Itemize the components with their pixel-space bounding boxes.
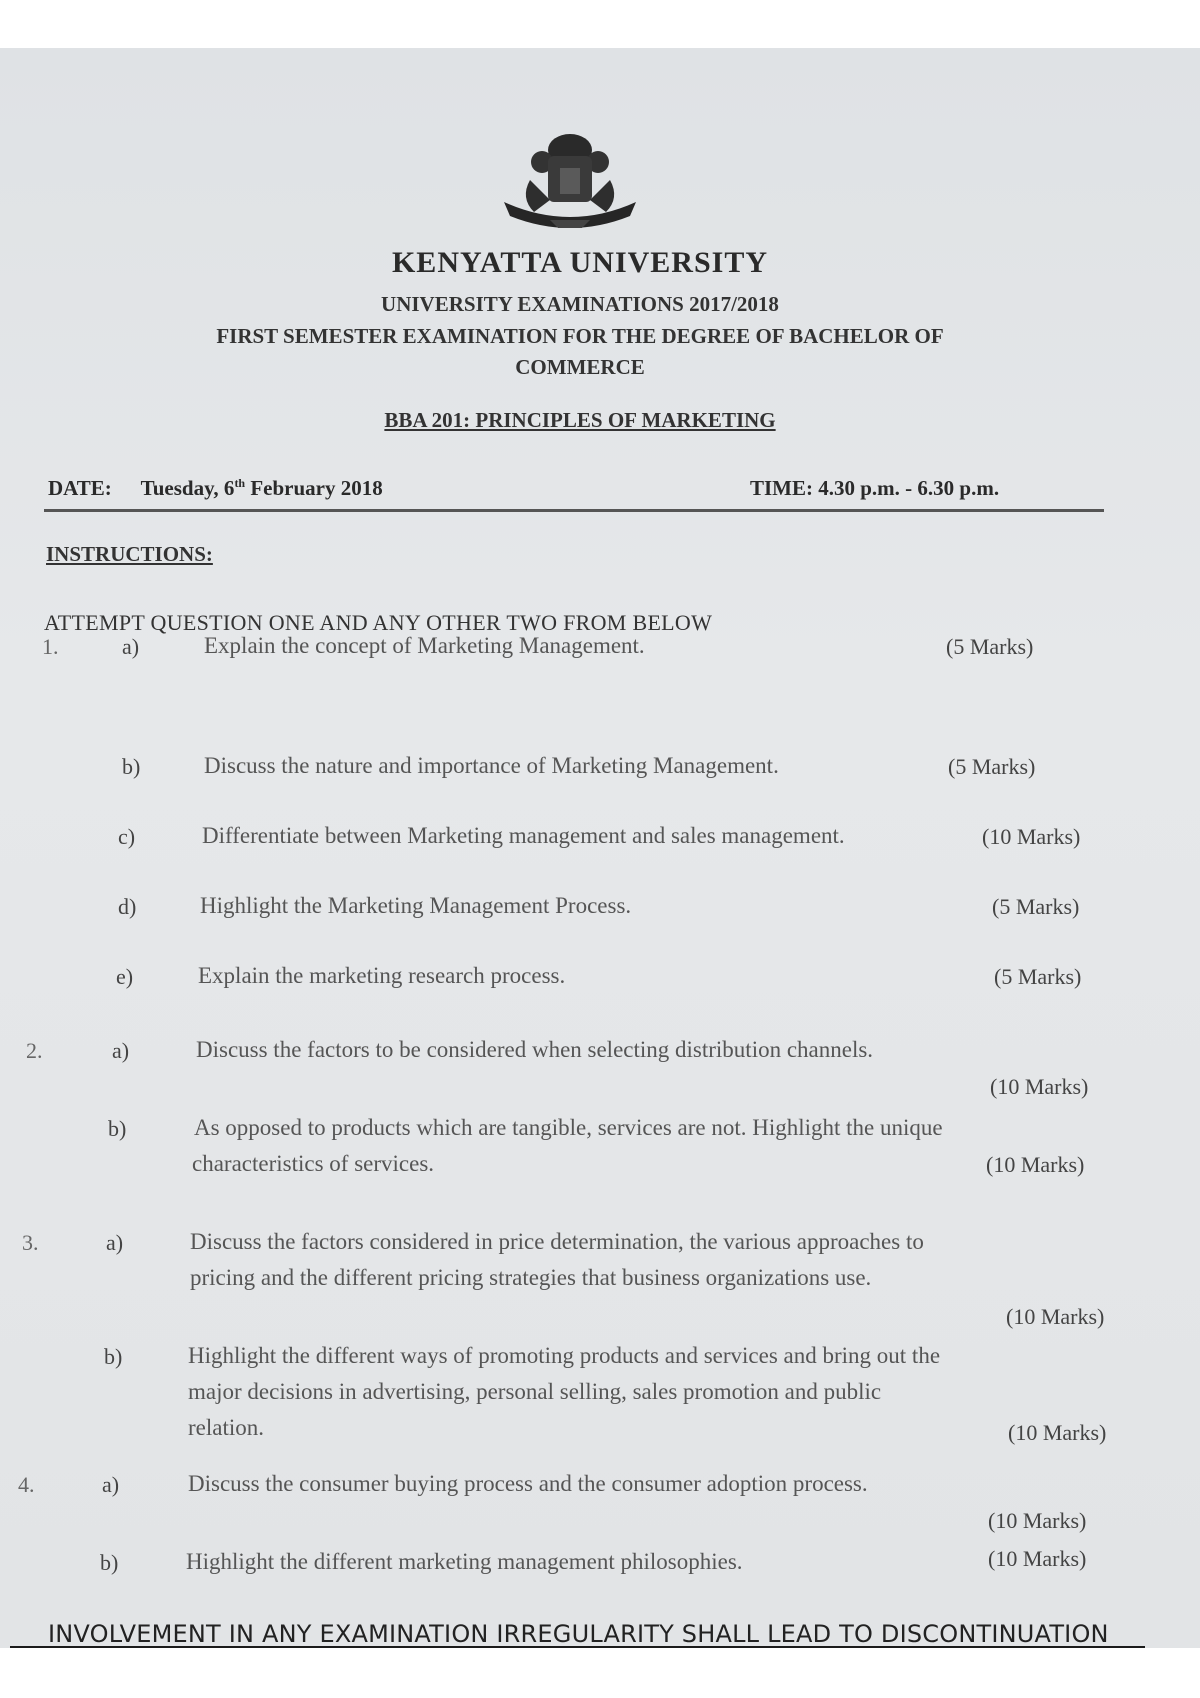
- question-marks: (10 Marks): [982, 824, 1081, 849]
- question-part-letter: a): [122, 634, 140, 659]
- question-part-letter: b): [104, 1344, 123, 1369]
- degree-line-1: FIRST SEMESTER EXAMINATION FOR THE DEGREE OF BACHELOR OF: [216, 324, 944, 348]
- question-part-letter: c): [118, 824, 136, 849]
- question-part-letter: a): [102, 1472, 120, 1497]
- question-text: Highlight the different ways of promoting products and services and bring out the: [188, 1343, 941, 1368]
- question-text: As opposed to products which are tangible, services are not. Highlight the unique: [194, 1115, 943, 1140]
- question-part-letter: e): [116, 964, 134, 989]
- question-part-letter: b): [108, 1116, 127, 1141]
- degree-line-2: COMMERCE: [515, 355, 645, 379]
- question-text: Highlight the different marketing management philosophies.: [186, 1549, 743, 1574]
- question-text: Discuss the factors considered in price determination, the various approaches to: [190, 1229, 924, 1254]
- instructions-heading: INSTRUCTIONS:: [46, 542, 213, 566]
- question-number: 1.: [42, 634, 59, 659]
- question-part-letter: a): [106, 1230, 124, 1255]
- exam-time: TIME: 4.30 p.m. - 6.30 p.m.: [750, 476, 1000, 500]
- question-part-letter: d): [118, 894, 137, 919]
- question-text: Discuss the nature and importance of Marketing Management.: [204, 753, 779, 778]
- question-text: characteristics of services.: [192, 1151, 435, 1176]
- question-text: Discuss the consumer buying process and the consumer adoption process.: [188, 1471, 868, 1496]
- date-label: DATE:: [48, 476, 112, 500]
- question-text: Explain the marketing research process.: [198, 963, 566, 988]
- question-marks: (10 Marks): [988, 1508, 1087, 1533]
- question-marks: (5 Marks): [948, 754, 1036, 779]
- page-bottom-margin: [0, 1648, 1200, 1698]
- university-name: KENYATTA UNIVERSITY: [391, 246, 769, 279]
- question-text: relation.: [188, 1415, 264, 1440]
- question-number: 2.: [26, 1038, 43, 1063]
- question-text: Explain the concept of Marketing Management.: [204, 633, 645, 658]
- course-title: BBA 201: PRINCIPLES OF MARKETING: [384, 408, 776, 432]
- question-text: Highlight the Marketing Management Process.: [200, 893, 632, 918]
- question-part-letter: b): [122, 754, 141, 779]
- header-divider: [44, 509, 1104, 512]
- question-part-letter: a): [112, 1038, 130, 1063]
- exam-date: [48, 476, 383, 501]
- date-superscript: th: [234, 476, 246, 490]
- question-number: 4.: [18, 1472, 35, 1497]
- question-marks: (10 Marks): [1006, 1304, 1105, 1329]
- question-marks: (5 Marks): [994, 964, 1082, 989]
- date-value-prefix: Tuesday, 6: [140, 476, 235, 500]
- university-crest-logo: [490, 120, 650, 232]
- exam-sheet: [0, 48, 1200, 1648]
- footer-notice: INVOLVEMENT IN ANY EXAMINATION IRREGULARITY SHALL LEAD TO DISCONTINUATION: [48, 1620, 1109, 1648]
- question-marks: (5 Marks): [992, 894, 1080, 919]
- instructions-text: ATTEMPT QUESTION ONE AND ANY OTHER TWO FROM BELOW: [44, 610, 713, 635]
- question-text: pricing and the different pricing strategies that business organizations use.: [190, 1265, 872, 1290]
- question-text: Discuss the factors to be considered when selecting distribution channels.: [196, 1037, 874, 1062]
- question-part-letter: b): [100, 1550, 119, 1575]
- question-marks: (10 Marks): [990, 1074, 1089, 1099]
- question-marks: (10 Marks): [1008, 1420, 1107, 1445]
- question-marks: (10 Marks): [988, 1546, 1087, 1571]
- question-marks: (10 Marks): [986, 1152, 1085, 1177]
- exam-session-line: UNIVERSITY EXAMINATIONS 2017/2018: [381, 292, 779, 316]
- question-text: major decisions in advertising, personal selling, sales promotion and public: [188, 1379, 882, 1404]
- question-text: Differentiate between Marketing management and sales management.: [202, 823, 845, 848]
- question-number: 3.: [22, 1230, 39, 1255]
- date-value-suffix: February 2018: [245, 476, 383, 500]
- question-marks: (5 Marks): [946, 634, 1034, 659]
